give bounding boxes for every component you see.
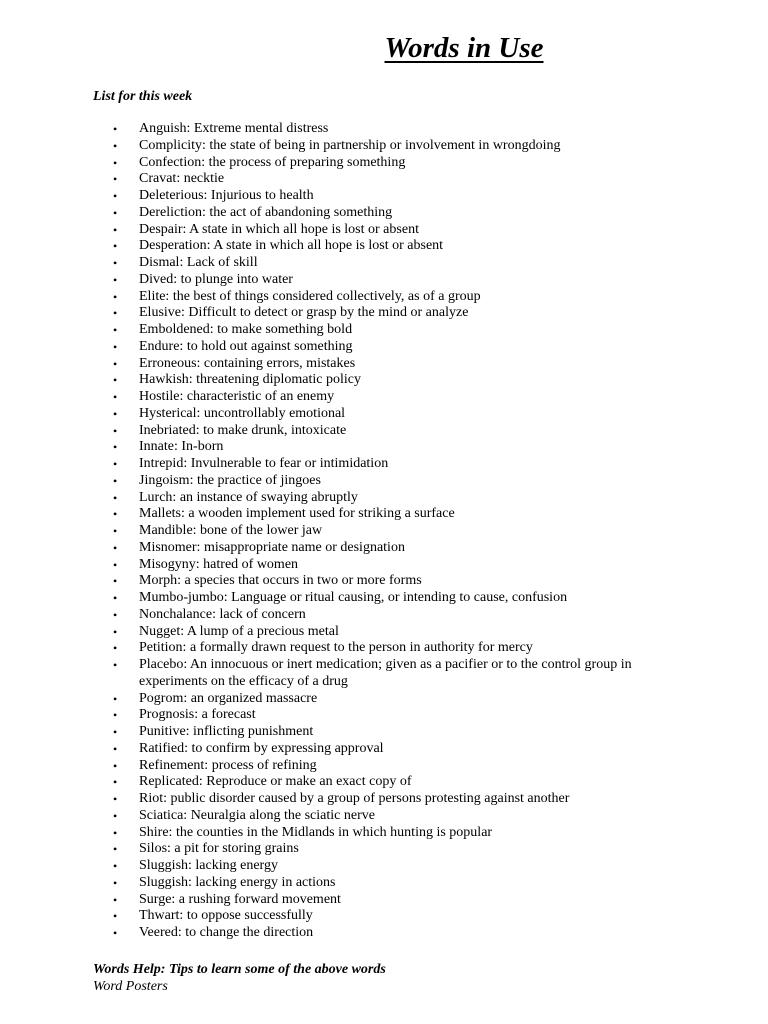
- list-item: [0, 339, 700, 356]
- list-item-text: Intrepid: Invulnerable to fear or intimidation: [139, 456, 389, 471]
- list-item-text: Refinement: process of refining: [139, 757, 317, 773]
- list-item: [0, 875, 700, 892]
- list-item: [0, 607, 700, 624]
- list-item-text: Misnomer: misappropriate name or designation: [139, 539, 405, 555]
- bullet-icon: •: [113, 256, 118, 270]
- list-item: [0, 121, 700, 138]
- list-item-text: Surge: a rushing forward movement: [139, 891, 341, 907]
- list-item: [0, 490, 700, 507]
- bullet-icon: •: [113, 239, 118, 254]
- list-item-text: Mallets: a wooden implement used for striking a surface: [139, 506, 455, 522]
- list-item: [0, 774, 700, 791]
- list-item: [0, 741, 700, 758]
- bullet-icon: •: [113, 440, 118, 455]
- bullet-icon: •: [113, 289, 118, 304]
- bullet-icon: •: [113, 725, 118, 739]
- bullet-icon: •: [113, 172, 118, 187]
- list-item: [0, 841, 700, 858]
- bullet-icon: •: [113, 155, 118, 170]
- list-item-text: Sluggish: lacking energy in actions: [139, 874, 336, 890]
- list-item-text: Elusive: Difficult to detect or grasp by the mind or analyze: [139, 305, 469, 321]
- bullet-icon: •: [113, 892, 118, 907]
- list-item: [0, 908, 700, 925]
- list-item-text: Veered: to change the direction: [139, 925, 314, 940]
- list-item: [0, 557, 700, 574]
- list-item-text: Mandible: bone of the lower jaw: [139, 523, 323, 538]
- list-item: [0, 155, 700, 172]
- list-item-text: Placebo: An innocuous or inert medication; given as a pacifier or to the control group in experiments on the efficacy of a drug: [139, 657, 632, 689]
- list-item-text: Emboldened: to make something bold: [139, 322, 353, 337]
- list-item-text: Desperation: A state in which all hope is lost or absent: [139, 238, 444, 254]
- list-item-text: Dismal: Lack of skill: [139, 255, 258, 270]
- bullet-icon: •: [113, 875, 118, 890]
- bullet-icon: •: [113, 574, 118, 589]
- list-item: [0, 356, 700, 373]
- bullet-icon: •: [113, 356, 118, 371]
- bullet-icon: •: [113, 373, 118, 388]
- list-item: [0, 272, 700, 289]
- list-item-text: Misogyny: hatred of women: [139, 556, 299, 572]
- bullet-icon: •: [113, 306, 118, 321]
- list-item-text: Pogrom: an organized massacre: [139, 690, 318, 706]
- list-item: [0, 322, 700, 339]
- list-item-text: Endure: to hold out against something: [139, 338, 353, 354]
- bullet-icon: •: [113, 741, 118, 756]
- bullet-icon: •: [113, 507, 118, 522]
- list-item-text: Sciatica: Neuralgia along the sciatic nerve: [139, 807, 375, 823]
- list-item: [0, 406, 700, 423]
- list-item: [0, 758, 700, 775]
- bullet-icon: •: [113, 457, 118, 471]
- bullet-icon: •: [113, 205, 118, 220]
- list-item: [0, 825, 700, 842]
- bullet-icon: •: [113, 524, 118, 538]
- bullet-icon: •: [113, 323, 118, 337]
- bullet-icon: •: [113, 423, 118, 438]
- word-list: [0, 121, 700, 942]
- bullet-icon: •: [113, 825, 118, 840]
- bullet-icon: •: [113, 842, 118, 857]
- list-item-text: Complicity: the state of being in partnership or involvement in wrongdoing: [139, 137, 561, 153]
- list-item-text: Punitive: inflicting punishment: [139, 724, 314, 739]
- list-item-text: Hysterical: uncontrollably emotional: [139, 405, 346, 421]
- bullet-icon: •: [113, 557, 118, 572]
- page-title-text: Words in Use: [384, 32, 544, 64]
- help-subheading: Word Posters: [93, 979, 168, 994]
- list-item-text: Despair: A state in which all hope is lost or absent: [139, 221, 419, 237]
- list-item: [0, 523, 700, 540]
- bullet-icon: •: [113, 624, 118, 639]
- list-item: [0, 188, 700, 205]
- bullet-icon: •: [113, 473, 118, 488]
- bullet-icon: •: [113, 490, 118, 505]
- bullet-icon: •: [113, 122, 118, 136]
- list-item-text: Lurch: an instance of swaying abruptly: [139, 489, 358, 505]
- bullet-icon: •: [113, 339, 118, 354]
- list-item: [0, 540, 700, 557]
- list-item-text: Hawkish: threatening diplomatic policy: [139, 372, 362, 388]
- bullet-icon: •: [113, 272, 118, 287]
- list-item-text: Dereliction: the act of abandoning something: [139, 204, 393, 220]
- bullet-icon: •: [113, 607, 118, 622]
- list-item-text: Petition: a formally drawn request to the person in authority for mercy: [139, 640, 533, 656]
- list-item: [0, 506, 700, 523]
- list-item: [0, 473, 700, 490]
- list-item-text: Silos: a pit for storing grains: [139, 841, 299, 857]
- bullet-icon: •: [113, 641, 118, 656]
- list-item: [0, 640, 700, 657]
- list-item-text: Nonchalance: lack of concern: [139, 606, 306, 622]
- list-item: [0, 222, 700, 239]
- bullet-icon: •: [113, 406, 118, 421]
- list-item: [0, 791, 700, 808]
- list-item: [0, 372, 700, 389]
- bullet-icon: •: [113, 708, 118, 723]
- bullet-icon: •: [113, 658, 118, 672]
- list-item: [0, 138, 700, 155]
- bullet-icon: •: [113, 540, 118, 555]
- list-item: [0, 205, 700, 222]
- list-item-text: Erroneous: containing errors, mistakes: [139, 355, 356, 371]
- bullet-icon: •: [113, 808, 118, 823]
- list-item: [0, 858, 700, 875]
- list-item: [0, 657, 700, 691]
- list-item-text: Morph: a species that occurs in two or more forms: [139, 573, 422, 589]
- bullet-icon: •: [113, 775, 118, 790]
- list-item-text: Deleterious: Injurious to health: [139, 188, 314, 203]
- list-item: [0, 624, 700, 641]
- list-item: [0, 423, 700, 440]
- list-item-text: Elite: the best of things considered collectively, as of a group: [139, 288, 481, 304]
- list-item: [0, 439, 700, 456]
- list-item: [0, 892, 700, 909]
- list-item-text: Cravat: necktie: [139, 171, 225, 187]
- list-item-text: Inebriated: to make drunk, intoxicate: [139, 422, 347, 438]
- bullet-icon: •: [113, 691, 118, 706]
- list-item-text: Dived: to plunge into water: [139, 271, 293, 287]
- bullet-icon: •: [113, 909, 118, 924]
- bullet-icon: •: [113, 390, 118, 404]
- list-item-text: Hostile: characteristic of an enemy: [139, 389, 335, 404]
- bullet-icon: •: [113, 189, 118, 203]
- list-item-text: Thwart: to oppose successfully: [139, 908, 313, 924]
- page-title: [0, 30, 768, 66]
- list-item-text: Riot: public disorder caused by a group of persons protesting against another: [139, 791, 570, 806]
- help-heading: Words Help: Tips to learn some of the above words: [93, 962, 386, 977]
- list-item-text: Innate: In-born: [139, 439, 224, 455]
- list-item: [0, 456, 700, 473]
- list-item: [0, 590, 700, 607]
- list-item-text: Sluggish: lacking energy: [139, 858, 278, 873]
- list-item: [0, 707, 700, 724]
- list-item: [0, 691, 700, 708]
- list-item-text: Ratified: to confirm by expressing approval: [139, 740, 384, 756]
- list-item-text: Prognosis: a forecast: [139, 707, 256, 723]
- list-item-text: Anguish: Extreme mental distress: [139, 121, 329, 136]
- bullet-icon: •: [113, 222, 118, 237]
- bullet-icon: •: [113, 138, 118, 153]
- bullet-icon: •: [113, 926, 118, 940]
- list-item: [0, 724, 700, 741]
- list-item: [0, 925, 700, 942]
- list-item-text: Nugget: A lump of a precious metal: [139, 623, 339, 639]
- list-item: [0, 305, 700, 322]
- list-item: [0, 808, 700, 825]
- list-item: [0, 238, 700, 255]
- list-item-text: Replicated: Reproduce or make an exact copy of: [139, 774, 412, 790]
- list-item-text: Shire: the counties in the Midlands in which hunting is popular: [139, 824, 493, 840]
- list-item-text: Jingoism: the practice of jingoes: [139, 472, 321, 488]
- list-item-text: Confection: the process of preparing something: [139, 154, 406, 170]
- list-item: [0, 289, 700, 306]
- list-item: [0, 171, 700, 188]
- list-item: [0, 255, 700, 272]
- list-item: [0, 389, 700, 406]
- bullet-icon: •: [113, 859, 118, 873]
- list-item: [0, 573, 700, 590]
- list-heading: List for this week: [93, 89, 193, 104]
- bullet-icon: •: [113, 792, 118, 806]
- list-item-text: Mumbo-jumbo: Language or ritual causing, or intending to cause, confusion: [139, 590, 568, 605]
- bullet-icon: •: [113, 758, 118, 773]
- bullet-icon: •: [113, 591, 118, 605]
